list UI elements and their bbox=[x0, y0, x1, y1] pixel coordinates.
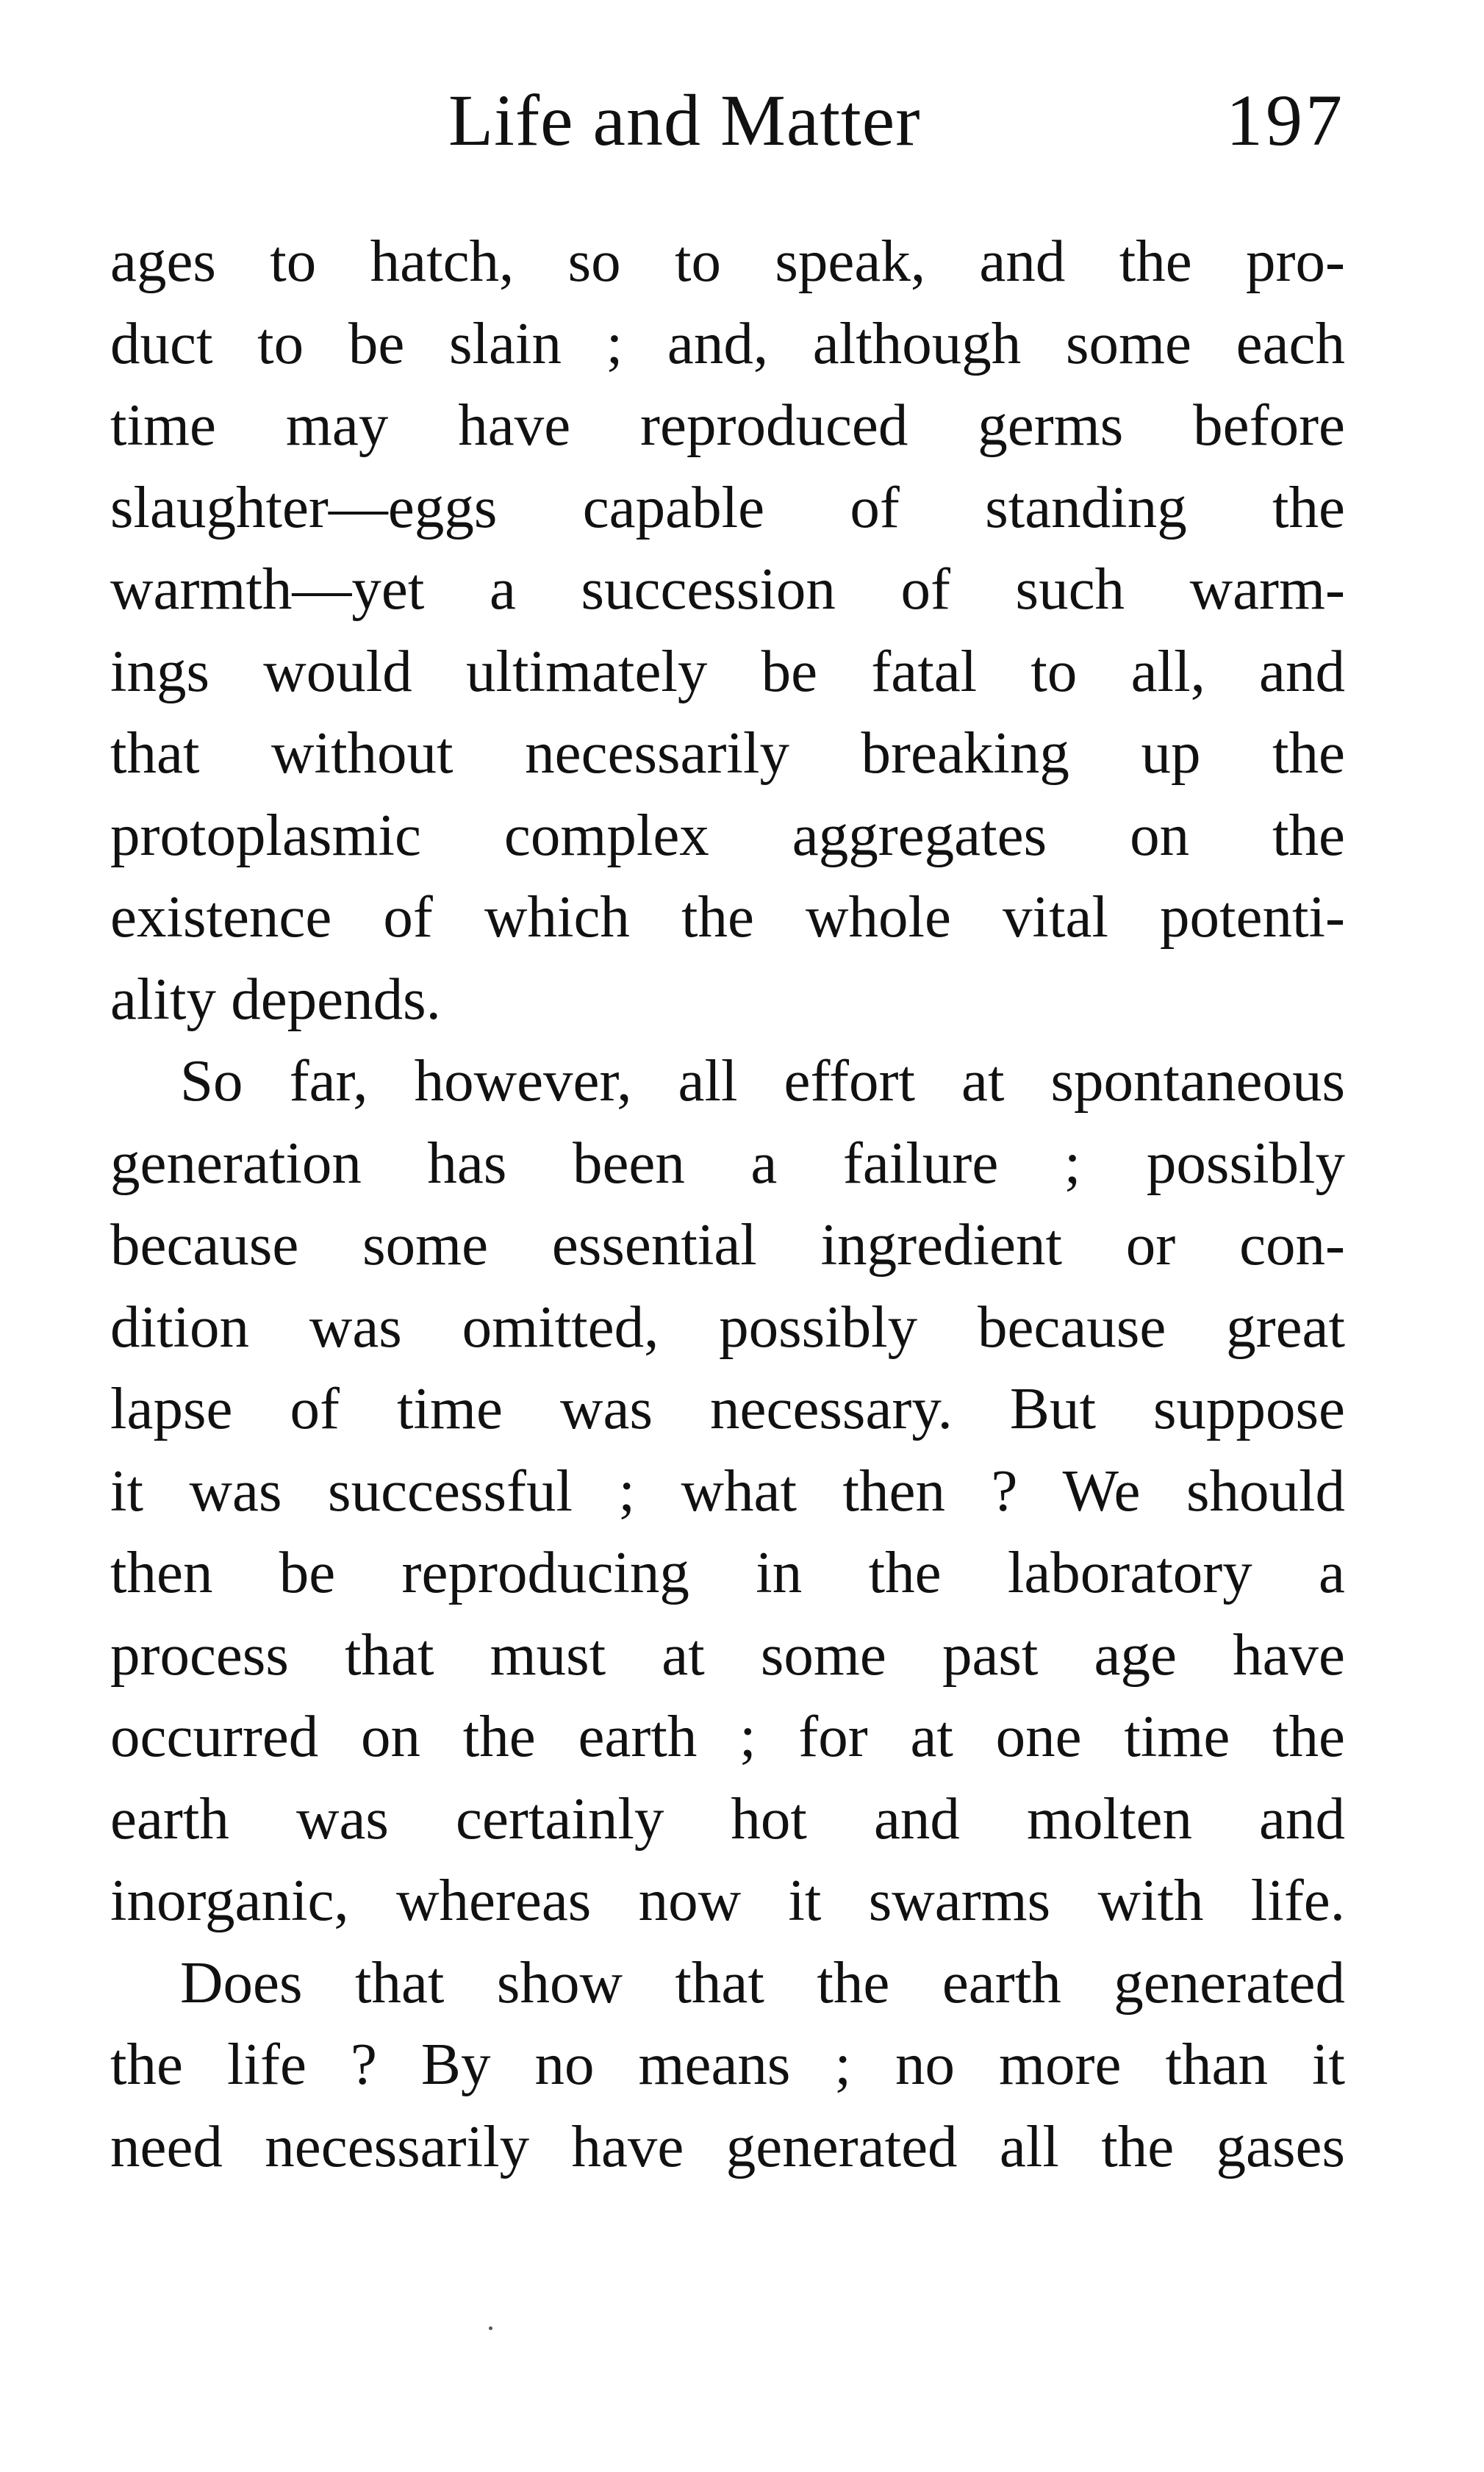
text-line: warmth—yet a succession of such warm- bbox=[110, 556, 1345, 622]
text-line: existence of which the whole vital potenti- bbox=[110, 884, 1345, 950]
paper-speck bbox=[489, 2326, 492, 2330]
text-line: generation has been a failure ; possibly bbox=[110, 1129, 1345, 1196]
text-line: ings would ultimately be fatal to all, and bbox=[110, 637, 1345, 704]
running-header bbox=[110, 76, 1345, 165]
text-line: the life ? By no means ; no more than it bbox=[110, 2031, 1345, 2097]
text-line: slaughter—eggs capable of standing the bbox=[110, 473, 1345, 540]
text-line: duct to be slain ; and, although some each bbox=[110, 309, 1345, 376]
text-line: time may have reproduced germs before bbox=[110, 392, 1345, 458]
paragraph-start-line: Does that show that the earth generated bbox=[180, 1949, 1345, 2016]
text-line: because some essential ingredient or con- bbox=[110, 1211, 1345, 1278]
text-line: process that must at some past age have bbox=[110, 1621, 1345, 1688]
text-line: it was successful ; what then ? We should bbox=[110, 1457, 1345, 1524]
text-line: then be reproducing in the laboratory a bbox=[110, 1539, 1345, 1605]
body-text bbox=[110, 221, 1345, 2188]
text-line: that without necessarily breaking up the bbox=[110, 720, 1345, 786]
text-line: protoplasmic complex aggregates on the bbox=[110, 801, 1345, 868]
paragraph-start-line: So far, however, all effort at spontaneous bbox=[180, 1047, 1345, 1114]
text-line: inorganic, whereas now it swarms with life. bbox=[110, 1867, 1345, 1933]
text-line: ality depends. bbox=[110, 965, 441, 1032]
text-line: need necessarily have generated all the gases bbox=[110, 2113, 1345, 2179]
text-line: dition was omitted, possibly because great bbox=[110, 1293, 1345, 1360]
page-number: 197 bbox=[1226, 79, 1345, 161]
running-title: Life and Matter bbox=[448, 79, 921, 161]
text-line: earth was certainly hot and molten and bbox=[110, 1785, 1345, 1852]
text-line: lapse of time was necessary. But suppose bbox=[110, 1375, 1345, 1441]
text-line: ages to hatch, so to speak, and the pro- bbox=[110, 228, 1345, 294]
text-line: occurred on the earth ; for at one time the bbox=[110, 1703, 1345, 1769]
